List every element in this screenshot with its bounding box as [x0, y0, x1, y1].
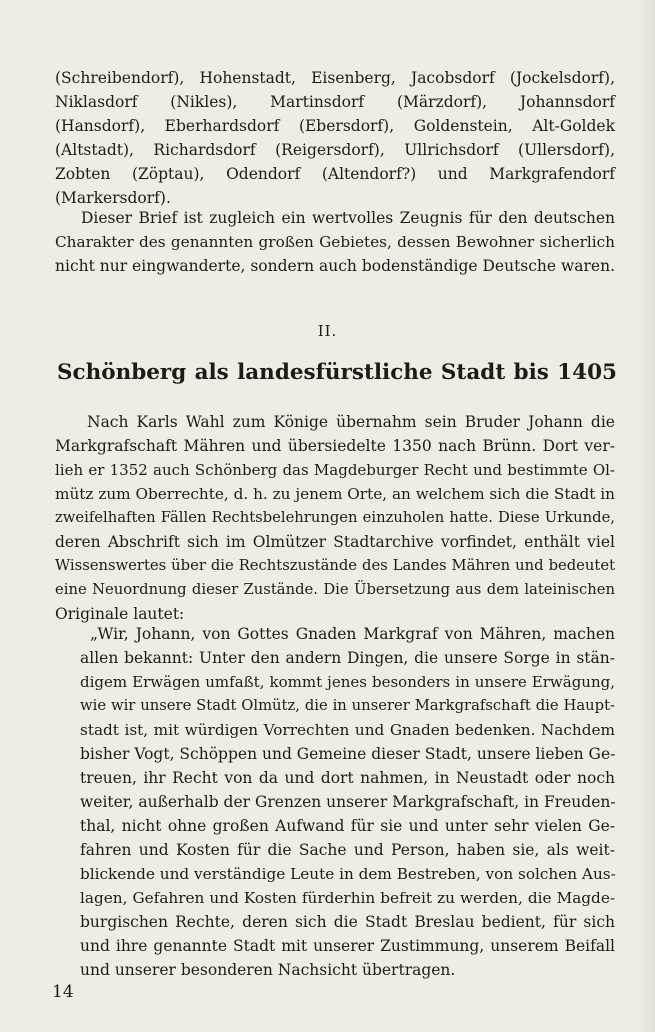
- text-line: Dieser Brief ist zugleich ein wertvolles Zeugnis für den deutschen: [81, 209, 615, 227]
- quote-line: thal, nicht ohne großen Aufwand für sie und unter sehr vielen Ge-: [80, 817, 615, 835]
- quote-line: allen bekannt: Unter den andern Dingen, die unsere Sorge in stän-: [80, 649, 615, 667]
- quote-line: burgischen Rechte, deren sich die Stadt Breslau bedient, für sich: [80, 913, 615, 931]
- quote-line: wie wir unsere Stadt Olmütz, die in unserer Markgrafschaft die Haupt-: [80, 697, 615, 714]
- text-line: Originale lautet:: [55, 605, 185, 623]
- text-line: Charakter des genannten großen Gebietes, dessen Bewohner sicherlich: [55, 233, 615, 251]
- text-line: Markgrafschaft Mähren und übersiedelte 1350 nach Brünn. Dort ver-: [55, 437, 615, 455]
- page-number: 14: [52, 982, 74, 1002]
- quote-line: digem Erwägen umfaßt, kommt jenes besonders in unsere Erwägung,: [80, 673, 615, 691]
- page-edge-shadow: [637, 0, 655, 1032]
- text-line: eine Neuordnung dieser Zustände. Die Übersetzung aus dem lateinischen: [55, 581, 615, 598]
- section-title: Schönberg als landesfürstliche Stadt bis 1405: [57, 360, 617, 385]
- quote-line: und ihre genannte Stadt mit unserer Zustimmung, unserem Beifall: [80, 937, 615, 955]
- quote-line: blickende und verständige Leute in dem Bestreben, von solchen Aus-: [80, 865, 616, 883]
- text-line: (Schreibendorf), Hohenstadt, Eisenberg, Jacobsdorf (Jockelsdorf),: [55, 69, 615, 87]
- text-line: (Markersdorf).: [55, 189, 171, 207]
- quote-line: fahren und Kosten für die Sache und Person, haben sie, als weit-: [80, 841, 615, 859]
- text-line: mütz zum Oberrechte, d. h. zu jenem Orte, an welchem sich die Stadt in: [55, 485, 615, 503]
- text-line: Nach Karls Wahl zum Könige übernahm sein Bruder Johann die: [87, 413, 615, 431]
- quote-line: „Wir, Johann, von Gottes Gnaden Markgraf von Mähren, machen: [90, 625, 615, 643]
- text-line: nicht nur eingwanderte, sondern auch bodenständige Deutsche waren.: [55, 257, 616, 275]
- text-line: zweifelhaften Fällen Rechtsbelehrungen einzuholen hatte. Diese Urkunde,: [55, 509, 615, 526]
- quote-line: stadt ist, mit würdigen Vorrechten und Gnaden bedenken. Nachdem: [80, 721, 615, 739]
- text-line: deren Abschrift sich im Olmützer Stadtarchive vorfindet, enthält viel: [55, 533, 615, 551]
- text-line: Zobten (Zöptau), Odendorf (Altendorf?) und Markgrafendorf: [55, 165, 615, 183]
- text-line: (Hansdorf), Eberhardsdorf (Ebersdorf), Goldenstein, Alt-Goldek: [55, 117, 615, 135]
- text-line: Wissenswertes über die Rechtszustände des Landes Mähren und bedeutet: [55, 557, 615, 574]
- quote-line: lagen, Gefahren und Kosten fürderhin befreit zu werden, die Magde-: [80, 889, 615, 907]
- text-line: lieh er 1352 auch Schönberg das Magdeburger Recht und bestimmte Ol-: [55, 461, 615, 479]
- text-line: Niklasdorf (Nikles), Martinsdorf (Märzdorf), Johannsdorf: [55, 93, 615, 111]
- section-number: II.: [317, 322, 338, 340]
- quote-line: und unserer besonderen Nachsicht übertragen.: [80, 961, 456, 979]
- text-line: (Altstadt), Richardsdorf (Reigersdorf), Ullrichsdorf (Ullersdorf),: [55, 141, 615, 159]
- quote-line: weiter, außerhalb der Grenzen unserer Markgrafschaft, in Freuden-: [80, 793, 616, 811]
- quote-line: treuen, ihr Recht von da und dort nahmen, in Neustadt oder noch: [80, 769, 615, 787]
- quote-line: bisher Vogt, Schöppen und Gemeine dieser Stadt, unsere lieben Ge-: [80, 745, 616, 763]
